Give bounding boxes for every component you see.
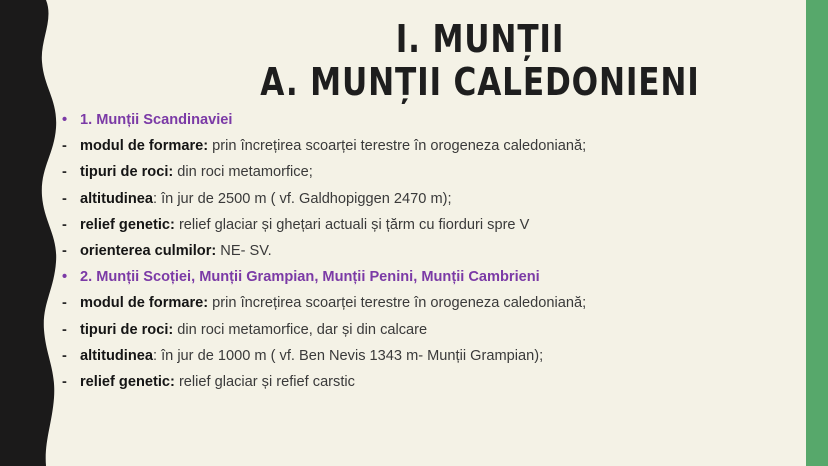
item-text: : în jur de 2500 m ( vf. Galdhopiggen 2470 m); bbox=[152, 190, 452, 207]
item-key: tipuri de roci: bbox=[80, 164, 174, 181]
section-heading bbox=[62, 107, 802, 133]
bullet-dash: - bbox=[62, 190, 67, 207]
bullet-dash: - bbox=[62, 216, 67, 233]
heading-text: 1. Munții Scandinaviei bbox=[80, 112, 233, 128]
bullet-dash: - bbox=[62, 347, 67, 364]
item-key: modul de formare: bbox=[80, 138, 209, 155]
item-text: relief glaciar și refief carstic bbox=[174, 373, 355, 390]
item-key: relief genetic: bbox=[80, 373, 175, 390]
item-text: NE- SV. bbox=[216, 242, 272, 259]
item-key: relief genetic: bbox=[80, 216, 175, 233]
list-item bbox=[62, 186, 802, 212]
item-text: prin încrețirea scoarței terestre în orogeneza caledoniană; bbox=[208, 295, 587, 312]
heading-text: 2. Munții Scoției, Munții Grampian, Munții Penini, Munții Cambrieni bbox=[80, 269, 540, 286]
bullet-dot: • bbox=[62, 269, 68, 286]
item-text: din roci metamorfice, dar și din calcare bbox=[173, 321, 428, 338]
bullet-list bbox=[62, 107, 802, 395]
section-heading bbox=[62, 264, 802, 290]
bullet-dash: - bbox=[62, 242, 67, 259]
bullet-dash: - bbox=[62, 138, 67, 155]
item-key: altitudinea bbox=[80, 347, 153, 364]
item-key: tipuri de roci: bbox=[80, 321, 174, 338]
title-line-1: I. MUNȚII bbox=[395, 17, 565, 61]
accent-bar bbox=[806, 0, 828, 466]
list-item bbox=[62, 290, 802, 316]
list-item bbox=[62, 343, 802, 369]
slide-title bbox=[250, 18, 709, 104]
list-item bbox=[62, 369, 802, 395]
item-text: : în jur de 1000 m ( vf. Ben Nevis 1343 m- Munții Grampian); bbox=[152, 347, 544, 364]
item-text: prin încrețirea scoarței terestre în orogeneza caledoniană; bbox=[208, 138, 587, 155]
item-key: altitudinea bbox=[80, 190, 153, 207]
bullet-dash: - bbox=[62, 164, 67, 181]
list-item bbox=[62, 212, 802, 238]
title-line-2: A. MUNȚII CALEDONIENI bbox=[260, 60, 700, 104]
item-key: orienterea culmilor: bbox=[80, 242, 217, 259]
list-item bbox=[62, 133, 802, 159]
item-text: din roci metamorfice; bbox=[173, 164, 313, 181]
bullet-dash: - bbox=[62, 373, 67, 390]
bullet-dash: - bbox=[62, 321, 67, 338]
item-text: relief glaciar și ghețari actuali și țărm cu fiorduri spre V bbox=[174, 216, 530, 233]
bullet-dash: - bbox=[62, 295, 67, 312]
list-item bbox=[62, 159, 802, 185]
bullet-dot: • bbox=[62, 112, 68, 128]
item-key: modul de formare: bbox=[80, 295, 209, 312]
list-item bbox=[62, 317, 802, 343]
list-item bbox=[62, 238, 802, 264]
